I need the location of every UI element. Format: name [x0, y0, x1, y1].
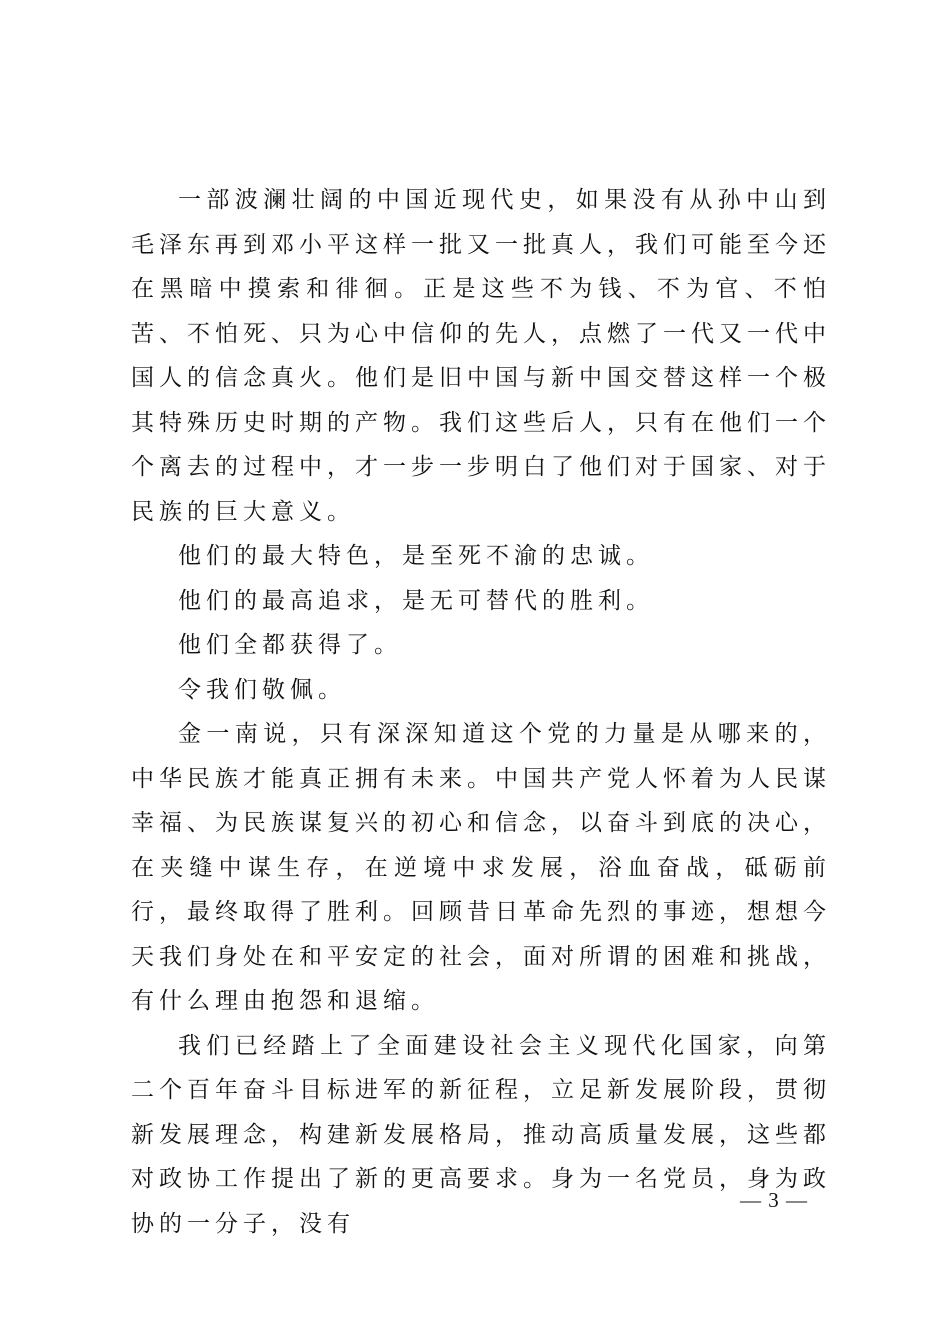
paragraph-new-journey: 我们已经踏上了全面建设社会主义现代化国家，向第二个百年奋斗目标进军的新征程，立足新发展阶段，贯彻新发展理念，构建新发展格局，推动高质量发展，这些都对政协工作提出了新的更高要求。身为一名党员，身为政协的一分子，没有 [131, 1032, 831, 1237]
paragraph-admire: 令我们敬佩。 [178, 676, 346, 703]
body-text [131, 178, 831, 1246]
paragraph-victory: 他们的最高追求，是无可替代的胜利。 [178, 587, 654, 614]
paragraph-jin-yinan: 金一南说，只有深深知道这个党的力量是从哪来的，中华民族才能真正拥有未来。中国共产党人怀着为人民谋幸福、为民族谋复兴的初心和信念，以奋斗到底的决心，在夹缝中谋生存，在逆境中求发展，浴血奋战，砥砺前行，最终取得了胜利。回顾昔日革命先烈的事迹，想想今天我们身处在和平安定的社会，面对所谓的困难和挑战，有什么理由抱怨和退缩。 [131, 721, 831, 1014]
paragraph-loyalty: 他们的最大特色，是至死不渝的忠诚。 [178, 543, 654, 569]
paragraph-achieved: 他们全都获得了。 [178, 632, 402, 658]
page-number: — 3 — [740, 1188, 808, 1212]
paragraph-history: 一部波澜壮阔的中国近现代史，如果没有从孙中山到毛泽东再到邓小平这样一批又一批真人，我们可能至今还在黑暗中摸索和徘徊。正是这些不为钱、不为官、不怕苦、不怕死、只为心中信仰的先人，点燃了一代又一代中国人的信念真火。他们是旧中国与新中国交替这样一个极其特殊历史时期的产物。我们这些后人，只有在他们一个个离去的过程中，才一步一步明白了他们对于国家、对于民族的巨大意义。 [131, 187, 831, 525]
